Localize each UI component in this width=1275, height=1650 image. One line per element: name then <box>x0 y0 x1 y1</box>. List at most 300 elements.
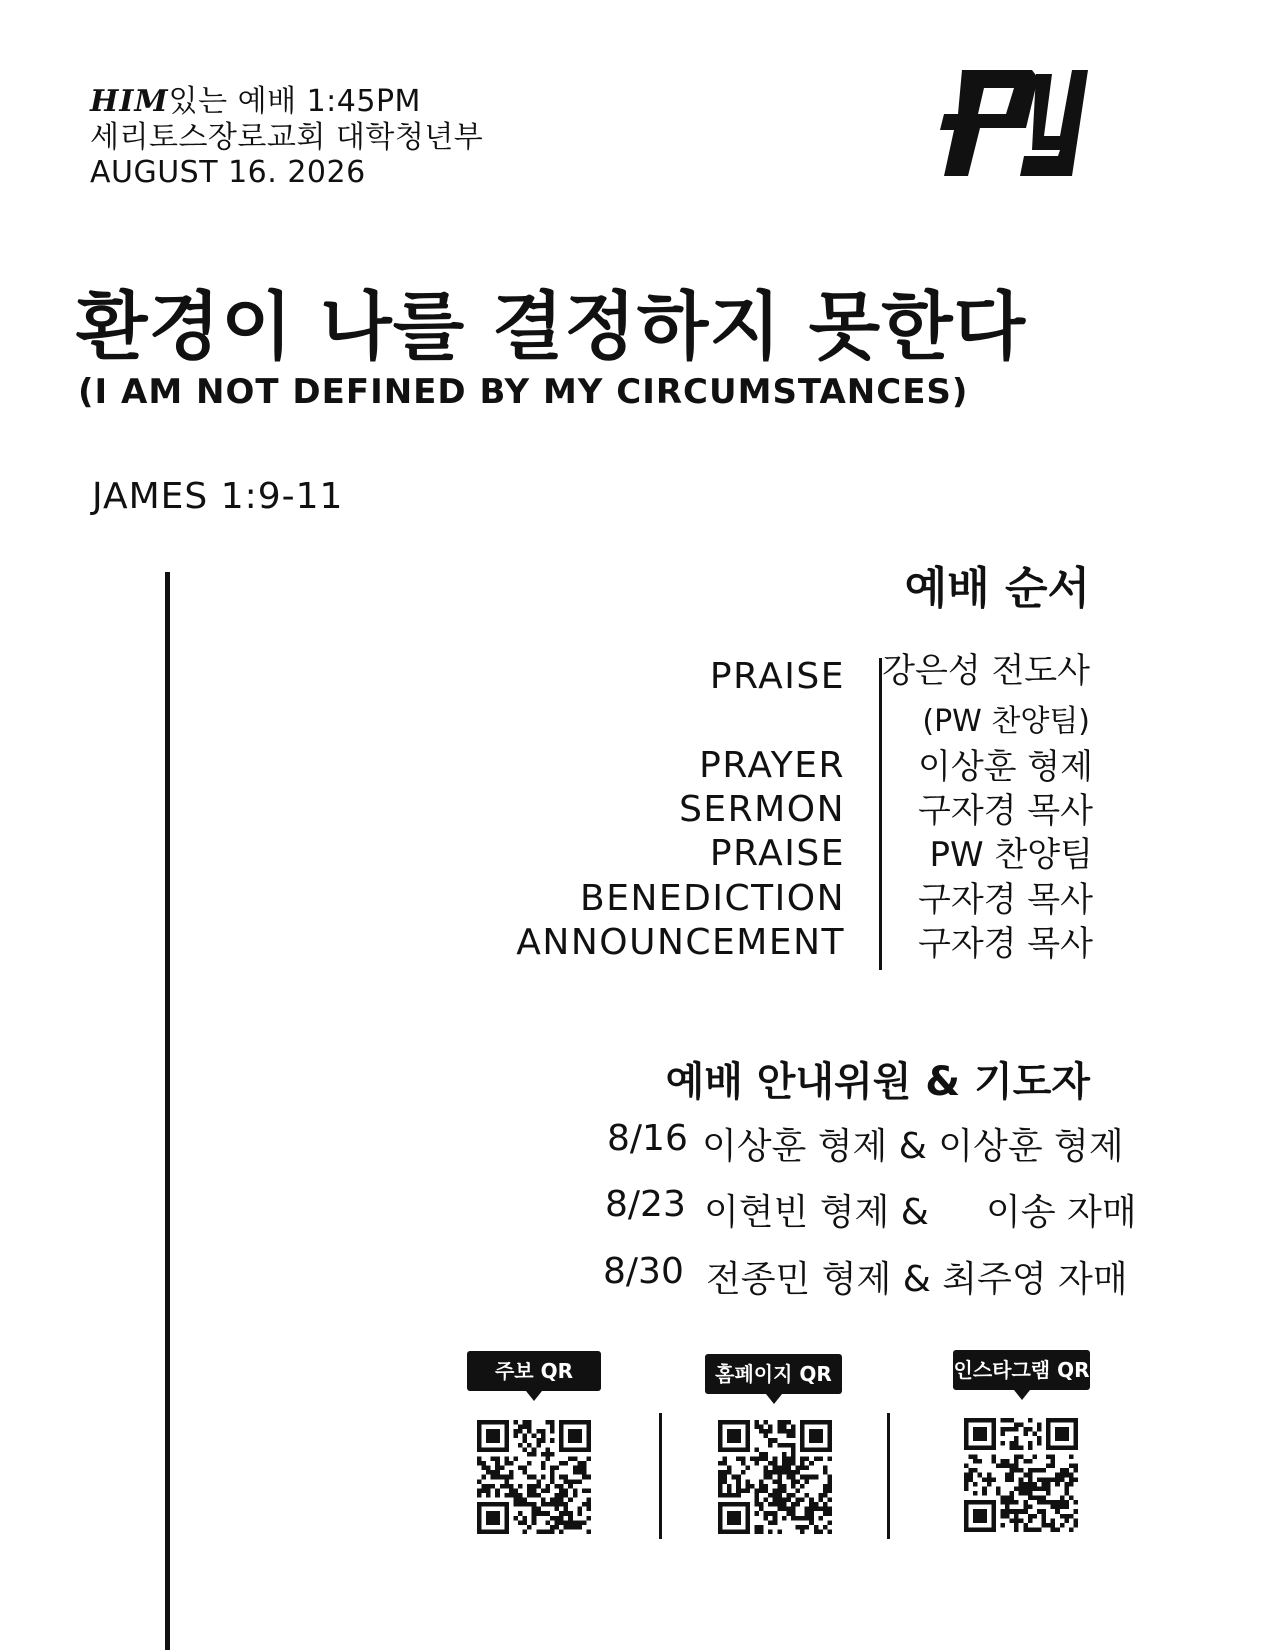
qr-module <box>523 1466 528 1471</box>
qr-module <box>495 1438 500 1443</box>
qr-module <box>1042 1468 1047 1473</box>
qr-module <box>791 1493 796 1498</box>
qr-module <box>745 1425 750 1430</box>
qr-module <box>495 1470 500 1475</box>
qr-module <box>523 1425 528 1430</box>
qr-module <box>573 1525 578 1530</box>
qr-module <box>759 1456 764 1461</box>
qr-module <box>1019 1486 1024 1491</box>
qr-module <box>1000 1496 1005 1501</box>
qr-module <box>559 1425 564 1430</box>
qr-module <box>1005 1477 1010 1482</box>
qr-module <box>982 1432 987 1437</box>
qr-module <box>786 1443 791 1448</box>
qr-module <box>1073 1518 1078 1523</box>
qr-module <box>718 1484 723 1489</box>
qr-module <box>782 1470 787 1475</box>
qr-module <box>718 1461 723 1466</box>
qr-module <box>823 1488 828 1493</box>
qr-module <box>1042 1514 1047 1519</box>
qr-module <box>477 1488 482 1493</box>
qr-module <box>477 1425 482 1430</box>
qr-module <box>1073 1445 1078 1450</box>
qr-module <box>527 1484 532 1489</box>
qr-module <box>768 1425 773 1430</box>
qr-module <box>791 1470 796 1475</box>
qr-module <box>800 1443 805 1448</box>
qr-module <box>495 1434 500 1439</box>
qr-module <box>545 1511 550 1516</box>
qr-module <box>550 1429 555 1434</box>
qr-module <box>577 1447 582 1452</box>
qr-module <box>532 1520 537 1525</box>
qr-module <box>800 1420 805 1425</box>
qr-module <box>796 1466 801 1471</box>
qr-module <box>541 1461 546 1466</box>
qr-module <box>586 1502 591 1507</box>
qr-module <box>818 1456 823 1461</box>
qr-module <box>773 1470 778 1475</box>
qr-module <box>759 1525 764 1530</box>
qr-module <box>745 1438 750 1443</box>
qr-module <box>582 1447 587 1452</box>
qr-module <box>777 1507 782 1512</box>
qr-module <box>718 1488 723 1493</box>
qr-module <box>1037 1500 1042 1505</box>
qr-module <box>718 1438 723 1443</box>
qr-module <box>978 1518 983 1523</box>
qr-module <box>532 1488 537 1493</box>
qr-module <box>1069 1527 1074 1532</box>
qr-module <box>791 1479 796 1484</box>
qr-module <box>964 1527 969 1532</box>
qr-module <box>1046 1500 1051 1505</box>
qr-module <box>1010 1491 1015 1496</box>
qr-module <box>1069 1477 1074 1482</box>
qr-module <box>495 1420 500 1425</box>
qr-module <box>964 1473 969 1478</box>
qr-module <box>777 1479 782 1484</box>
qr-module <box>568 1479 573 1484</box>
qr-module <box>777 1488 782 1493</box>
qr-module <box>786 1429 791 1434</box>
qr-module <box>814 1507 819 1512</box>
qr-module <box>777 1498 782 1503</box>
order-name-sub: (PW 찬양팀) <box>922 704 1090 739</box>
qr-module <box>982 1509 987 1514</box>
qr-module <box>573 1470 578 1475</box>
qr-module <box>777 1443 782 1448</box>
qr-module <box>823 1525 828 1530</box>
qr-module <box>1023 1473 1028 1478</box>
usher-date: 8/23 <box>605 1184 686 1225</box>
qr-module <box>1010 1500 1015 1505</box>
qr-module <box>1069 1482 1074 1487</box>
qr-module <box>800 1525 805 1530</box>
qr-module <box>586 1443 591 1448</box>
qr-module <box>1046 1441 1051 1446</box>
qr-module <box>577 1470 582 1475</box>
qr-module <box>1046 1432 1051 1437</box>
qr-module <box>791 1456 796 1461</box>
qr-module <box>754 1447 759 1452</box>
qr-module <box>1014 1441 1019 1446</box>
qr-module <box>500 1484 505 1489</box>
qr-module <box>518 1429 523 1434</box>
qr-module <box>727 1511 732 1516</box>
qr-module <box>759 1452 764 1457</box>
qr-module <box>559 1529 564 1534</box>
qr-module <box>754 1511 759 1516</box>
qr-module <box>559 1511 564 1516</box>
qr-module <box>500 1420 505 1425</box>
qr-module <box>532 1493 537 1498</box>
qr-module <box>573 1438 578 1443</box>
qr-module <box>786 1470 791 1475</box>
qr-module <box>532 1484 537 1489</box>
qr-module <box>1010 1509 1015 1514</box>
qr-module <box>550 1470 555 1475</box>
qr-module <box>1073 1441 1078 1446</box>
qr-module <box>1046 1418 1051 1423</box>
qr-module <box>559 1498 564 1503</box>
qr-module <box>754 1420 759 1425</box>
qr-module <box>969 1445 974 1450</box>
qr-module <box>513 1456 518 1461</box>
qr-module <box>809 1511 814 1516</box>
qr-module <box>1064 1482 1069 1487</box>
qr-module <box>513 1516 518 1521</box>
qr-module <box>1064 1491 1069 1496</box>
qr-module <box>805 1525 810 1530</box>
qr-module <box>991 1477 996 1482</box>
qr-module <box>732 1516 737 1521</box>
qr-module <box>727 1488 732 1493</box>
qr-module <box>982 1427 987 1432</box>
qr-module <box>978 1527 983 1532</box>
qr-module <box>964 1418 969 1423</box>
pw-logo-icon <box>940 66 1090 180</box>
qr-module <box>969 1500 974 1505</box>
qr-module <box>1060 1477 1065 1482</box>
qr-module <box>827 1420 832 1425</box>
qr-module <box>964 1477 969 1482</box>
qr-module <box>559 1484 564 1489</box>
qr-module <box>1060 1427 1065 1432</box>
qr-module <box>555 1484 560 1489</box>
qr-module <box>814 1429 819 1434</box>
qr-module <box>504 1484 509 1489</box>
qr-module <box>1060 1523 1065 1528</box>
qr-module <box>1060 1496 1065 1501</box>
qr-module <box>550 1502 555 1507</box>
qr-module <box>586 1498 591 1503</box>
qr-module <box>545 1484 550 1489</box>
qr-module <box>814 1529 819 1534</box>
qr-module <box>973 1432 978 1437</box>
qr-module <box>527 1488 532 1493</box>
qr-module <box>1042 1509 1047 1514</box>
qr-module <box>1073 1436 1078 1441</box>
qr-module <box>786 1420 791 1425</box>
qr-module <box>964 1464 969 1469</box>
qr-module <box>504 1447 509 1452</box>
qr-module <box>532 1516 537 1521</box>
qr-module <box>982 1418 987 1423</box>
qr-module <box>745 1507 750 1512</box>
qr-module <box>550 1466 555 1471</box>
qr-module <box>764 1420 769 1425</box>
qr-module <box>523 1516 528 1521</box>
qr-module <box>777 1475 782 1480</box>
qr-module <box>978 1427 983 1432</box>
qr-module <box>491 1429 496 1434</box>
qr-module <box>1055 1432 1060 1437</box>
qr-module <box>727 1520 732 1525</box>
qr-module <box>786 1466 791 1471</box>
qr-module <box>723 1447 728 1452</box>
qr-module <box>513 1434 518 1439</box>
qr-module <box>1019 1509 1024 1514</box>
qr-module <box>786 1507 791 1512</box>
qr-module <box>1060 1432 1065 1437</box>
qr-module <box>1042 1482 1047 1487</box>
qr-module <box>495 1456 500 1461</box>
qr-module <box>504 1475 509 1480</box>
qr-module <box>486 1493 491 1498</box>
qr-module <box>513 1420 518 1425</box>
qr-module <box>973 1509 978 1514</box>
qr-module <box>491 1516 496 1521</box>
qr-module <box>736 1493 741 1498</box>
qr-module <box>782 1429 787 1434</box>
qr-module <box>545 1452 550 1457</box>
qr-module <box>1069 1464 1074 1469</box>
qr-module <box>991 1454 996 1459</box>
order-label: PRAYER <box>699 745 845 786</box>
qr-module <box>495 1502 500 1507</box>
qr-module <box>559 1443 564 1448</box>
qr-module <box>1019 1454 1024 1459</box>
qr-module <box>1073 1500 1078 1505</box>
qr-module <box>527 1452 532 1457</box>
qr-module <box>577 1434 582 1439</box>
qr-module <box>1028 1482 1033 1487</box>
qr-module <box>982 1514 987 1519</box>
qr-module <box>736 1438 741 1443</box>
sermon-title: 환경이 나를 결정하지 못한다 <box>76 284 1027 370</box>
qr-module <box>477 1438 482 1443</box>
qr-module <box>513 1488 518 1493</box>
qr-module <box>1046 1427 1051 1432</box>
qr-module <box>513 1498 518 1503</box>
order-name: 구자경 목사 <box>917 880 1093 920</box>
qr-module <box>1055 1418 1060 1423</box>
qr-module <box>1005 1514 1010 1519</box>
instagram-qr-tag: 인스타그램 QR <box>953 1350 1090 1390</box>
qr-module <box>827 1488 832 1493</box>
qr-module <box>573 1429 578 1434</box>
qr-module <box>745 1429 750 1434</box>
qr-module <box>805 1466 810 1471</box>
qr-module <box>1073 1432 1078 1437</box>
qr-module <box>495 1529 500 1534</box>
qr-module <box>1014 1486 1019 1491</box>
qr-module <box>964 1423 969 1428</box>
qr-module <box>805 1475 810 1480</box>
qr-module <box>523 1434 528 1439</box>
qr-module <box>777 1420 782 1425</box>
qr-module <box>504 1520 509 1525</box>
qr-module <box>486 1470 491 1475</box>
qr-module <box>555 1520 560 1525</box>
qr-module <box>568 1511 573 1516</box>
qr-module <box>736 1516 741 1521</box>
order-of-worship-heading: 예배 순서 <box>904 563 1090 614</box>
qr-module <box>1028 1468 1033 1473</box>
qr-module <box>1051 1518 1056 1523</box>
homepage-qr-code[interactable] <box>718 1420 832 1534</box>
qr-module <box>568 1525 573 1530</box>
instagram-qr-code[interactable] <box>964 1418 1078 1532</box>
qr-module <box>978 1436 983 1441</box>
qr-module <box>745 1466 750 1471</box>
qr-module <box>718 1475 723 1480</box>
qr-module <box>541 1498 546 1503</box>
qr-module <box>827 1507 832 1512</box>
qr-module <box>973 1459 978 1464</box>
qr-module <box>486 1516 491 1521</box>
qr-module <box>987 1482 992 1487</box>
qr-module <box>550 1479 555 1484</box>
qr-module <box>782 1461 787 1466</box>
qr-module <box>1014 1514 1019 1519</box>
qr-module <box>759 1429 764 1434</box>
qr-module <box>732 1475 737 1480</box>
qr-module <box>1037 1509 1042 1514</box>
qr-module <box>482 1484 487 1489</box>
qr-module <box>736 1511 741 1516</box>
qr-module <box>1019 1445 1024 1450</box>
qr-module <box>1023 1491 1028 1496</box>
qr-module <box>782 1507 787 1512</box>
qr-module <box>991 1505 996 1510</box>
qr-module <box>777 1429 782 1434</box>
qr-module <box>987 1418 992 1423</box>
qr-module <box>786 1434 791 1439</box>
qr-module <box>523 1470 528 1475</box>
qr-module <box>509 1484 514 1489</box>
qr-module <box>1005 1496 1010 1501</box>
qr-module <box>1051 1500 1056 1505</box>
qr-module <box>727 1420 732 1425</box>
qr-module <box>1028 1441 1033 1446</box>
qr-module <box>964 1427 969 1432</box>
homepage-qr-tag: 홈페이지 QR <box>705 1354 842 1394</box>
qr-module <box>495 1520 500 1525</box>
qr-module <box>586 1447 591 1452</box>
qr-module <box>541 1434 546 1439</box>
qr-module <box>805 1456 810 1461</box>
qr-module <box>718 1443 723 1448</box>
qr-module <box>491 1447 496 1452</box>
qr-module <box>504 1420 509 1425</box>
qr-module <box>773 1456 778 1461</box>
qr-module <box>500 1466 505 1471</box>
qr-module <box>577 1466 582 1471</box>
qr-module <box>1014 1436 1019 1441</box>
qr-module <box>727 1447 732 1452</box>
sermon-subtitle: (I AM NOT DEFINED BY MY CIRCUMSTANCES) <box>78 372 969 412</box>
scripture-reference: JAMES 1:9-11 <box>92 476 344 517</box>
qr-module <box>1073 1423 1078 1428</box>
qr-module <box>727 1502 732 1507</box>
qr-module <box>477 1493 482 1498</box>
service-date: AUGUST 16. 2026 <box>90 155 366 190</box>
qr-module <box>1069 1445 1074 1450</box>
qr-module <box>732 1429 737 1434</box>
qr-module <box>1014 1454 1019 1459</box>
qr-module <box>814 1475 819 1480</box>
qr-module <box>477 1479 482 1484</box>
qr-module <box>582 1420 587 1425</box>
qr-module <box>718 1516 723 1521</box>
qr-module <box>504 1511 509 1516</box>
qr-module <box>1064 1418 1069 1423</box>
qr-module <box>482 1502 487 1507</box>
qr-module <box>582 1470 587 1475</box>
qr-module <box>823 1507 828 1512</box>
qr-module <box>477 1447 482 1452</box>
qr-module <box>1051 1459 1056 1464</box>
qr-module <box>727 1484 732 1489</box>
qr-module <box>1073 1464 1078 1469</box>
qr-module <box>536 1479 541 1484</box>
qr-module <box>823 1511 828 1516</box>
qr-module <box>482 1529 487 1534</box>
qr-module <box>559 1520 564 1525</box>
qr-module <box>741 1447 746 1452</box>
bulletin-qr-code[interactable] <box>477 1420 591 1534</box>
qr-module <box>586 1420 591 1425</box>
qr-module <box>782 1498 787 1503</box>
qr-module <box>504 1507 509 1512</box>
qr-module <box>550 1438 555 1443</box>
qr-module <box>573 1488 578 1493</box>
qr-module <box>495 1466 500 1471</box>
qr-module <box>1000 1523 1005 1528</box>
qr-module <box>545 1488 550 1493</box>
qr-module <box>495 1475 500 1480</box>
qr-module <box>809 1475 814 1480</box>
qr-module <box>1046 1445 1051 1450</box>
qr-module <box>723 1420 728 1425</box>
qr-module <box>504 1429 509 1434</box>
qr-module <box>991 1523 996 1528</box>
qr-module <box>827 1520 832 1525</box>
qr-module <box>768 1511 773 1516</box>
qr-module <box>759 1529 764 1534</box>
qr-module <box>1060 1468 1065 1473</box>
qr-module <box>573 1479 578 1484</box>
qr-module <box>1037 1436 1042 1441</box>
qr-module <box>745 1529 750 1534</box>
qr-module <box>513 1493 518 1498</box>
qr-module <box>536 1438 541 1443</box>
qr-module <box>555 1516 560 1521</box>
qr-module <box>800 1425 805 1430</box>
qr-module <box>1037 1427 1042 1432</box>
